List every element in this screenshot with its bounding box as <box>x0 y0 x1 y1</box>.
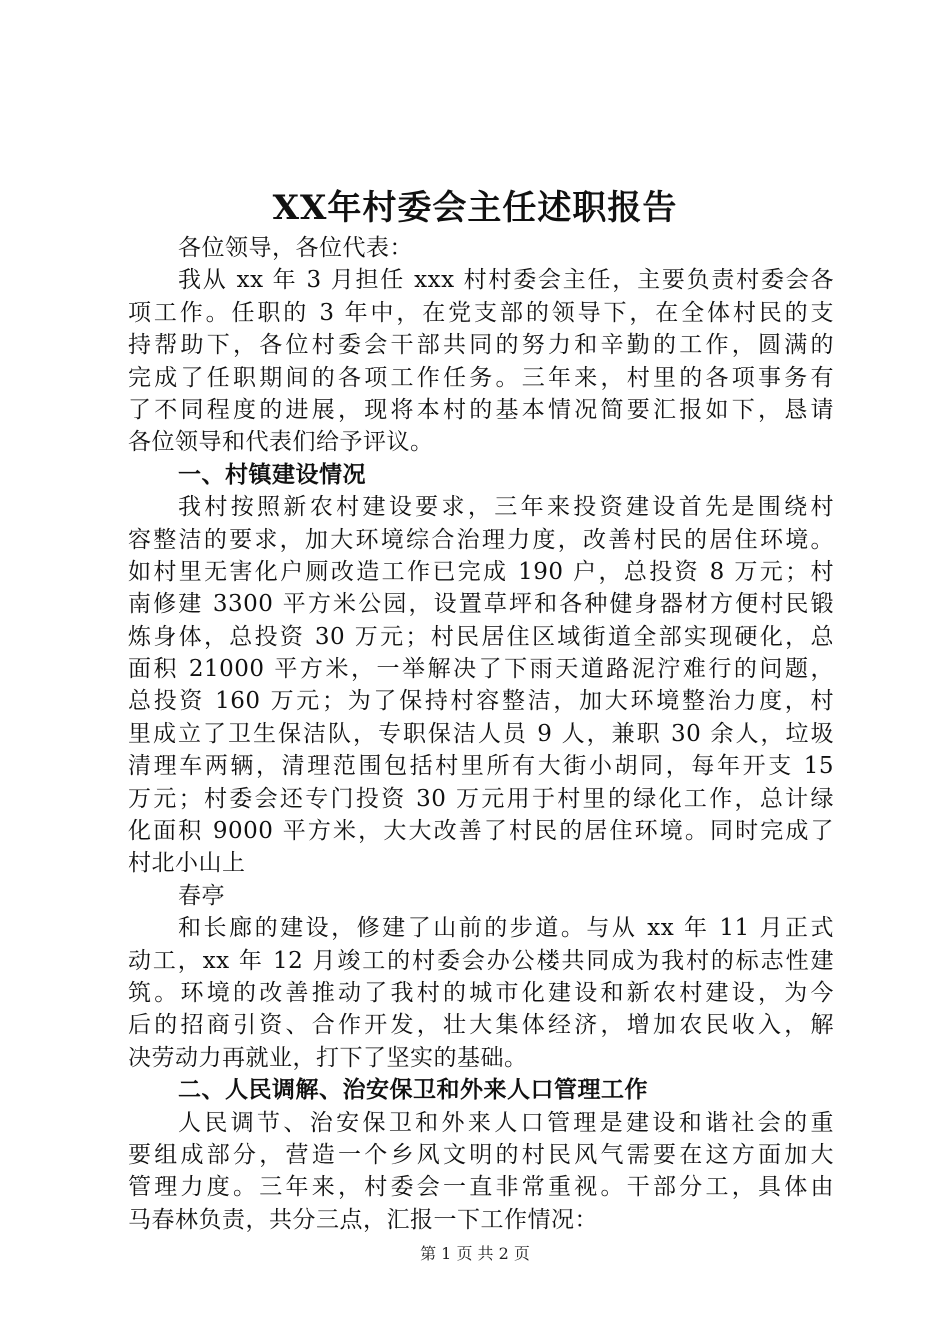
section-heading: 一、村镇建设情况 <box>178 460 366 488</box>
paragraph-line: 南修建 3300 平方米公园，设置草坪和各种健身器材方便村民锻 <box>128 591 834 618</box>
paragraph-line: 各位领导，各位代表： <box>178 235 413 261</box>
paragraph-line: 人民调节、治安保卫和外来人口管理是建设和谐社会的重 <box>178 1109 834 1136</box>
paragraph-line: 万元；村委会还专门投资 30 万元用于村里的绿化工作，总计绿 <box>128 785 834 812</box>
paragraph-line: 春亭 <box>178 882 225 909</box>
paragraph-line: 我村按照新农村建设要求，三年来投资建设首先是围绕村 <box>178 494 834 521</box>
paragraph-line: 容整洁的要求，加大环境综合治理力度，改善村民的居住环境。 <box>128 526 834 553</box>
paragraph-line: 我从 xx 年 3 月担任 xxx 村村委会主任，主要负责村委会各 <box>178 267 834 294</box>
paragraph-line: 管理力度。三年来，村委会一直非常重视。干部分工，具体由 <box>128 1174 834 1201</box>
paragraph-line: 总投资 160 万元；为了保持村容整洁，加大环境整治力度，村 <box>128 688 834 715</box>
paragraph-line: 要组成部分，营造一个乡风文明的村民风气需要在这方面加大 <box>128 1141 834 1168</box>
paragraph-line: 化面积 9000 平方米，大大改善了村民的居住环境。同时完成了 <box>128 818 834 845</box>
paragraph-line: 完成了任职期间的各项工作任务。三年来，村里的各项事务有 <box>128 364 834 391</box>
paragraph-line: 和长廊的建设，修建了山前的步道。与从 xx 年 11 月正式 <box>178 915 834 942</box>
paragraph-line: 动工，xx 年 12 月竣工的村委会办公楼共同成为我村的标志性建 <box>128 947 834 974</box>
paragraph-line: 项工作。任职的 3 年中，在党支部的领导下，在全体村民的支 <box>128 299 834 326</box>
paragraph-line: 如村里无害化户厕改造工作已完成 190 户，总投资 8 万元；村 <box>128 558 834 585</box>
document-body <box>128 232 834 1236</box>
page-footer: 第 1 页 共 2 页 <box>420 1244 530 1263</box>
paragraph-line: 各位领导和代表们给予评议。 <box>128 429 434 456</box>
document-title: XX年村委会主任述职报告 <box>272 188 678 228</box>
paragraph-line: 筑。环境的改善推动了我村的城市化建设和新农村建设，为今 <box>128 979 834 1006</box>
paragraph-line: 炼身体，总投资 30 万元；村民居住区域街道全部实现硬化，总 <box>128 623 834 650</box>
paragraph-line: 清理车两辆，清理范围包括村里所有大街小胡同，每年开支 15 <box>128 753 834 780</box>
paragraph-line: 了不同程度的进展，现将本村的基本情况简要汇报如下，恳请 <box>128 396 834 423</box>
paragraph-line: 马春林负责，共分三点，汇报一下工作情况： <box>128 1206 598 1233</box>
paragraph-line: 面积 21000 平方米，一举解决了下雨天道路泥泞难行的问题， <box>128 656 834 683</box>
paragraph-line: 里成立了卫生保洁队，专职保洁人员 9 人，兼职 30 余人，垃圾 <box>128 720 834 747</box>
section-heading: 二、人民调解、治安保卫和外来人口管理工作 <box>178 1076 648 1104</box>
paragraph-line: 后的招商引资、合作开发，壮大集体经济，增加农民收入，解 <box>128 1012 834 1039</box>
paragraph-line: 决劳动力再就业，打下了坚实的基础。 <box>128 1044 528 1071</box>
paragraph-line: 村北小山上 <box>128 850 246 877</box>
paragraph-line: 持帮助下，各位村委会干部共同的努力和辛勤的工作，圆满的 <box>128 332 834 359</box>
